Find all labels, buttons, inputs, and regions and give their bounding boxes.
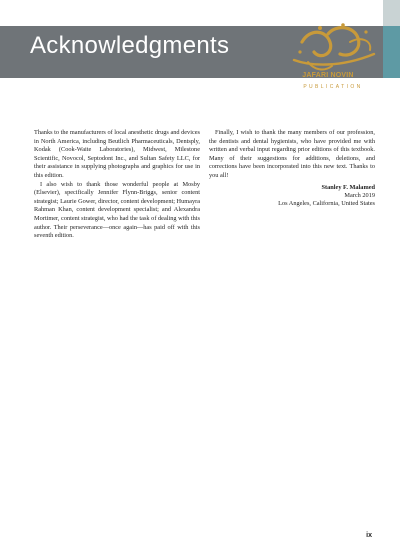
signature-location: Los Angeles, California, United States xyxy=(278,200,375,208)
page-number: ix xyxy=(366,532,372,539)
paragraph: I also wish to thank those wonderful people at Mosby (Elsevier), specifically Jennifer Flynn-Briggs, senior content strategist; Laurie Gower, director, content development; Humayra Rahman Khan, content development specialist; and Alexandra Mortimer, content strategist, who had the task of dealing with this author. Their perseverance—once again—has paid off with this seventh edition. xyxy=(34,180,200,240)
page-title: Acknowledgments xyxy=(30,32,230,59)
edge-tab-light xyxy=(383,0,400,26)
paragraph: Finally, I wish to thank the many members of our profession, the dentists and dental hygienists, who have provided me with written and verbal input regarding prior editions of this textbook. Many of their suggestions for additions, deletions, and corrections have been incorporated into this new text. Thanks to you all! xyxy=(209,129,375,179)
edge-tab-teal xyxy=(383,26,400,78)
left-column xyxy=(34,129,200,241)
signature-name: Stanley F. Malamed xyxy=(321,183,375,191)
signature-date: March 2019 xyxy=(344,191,375,199)
logo-subtitle: PUBLICATION xyxy=(303,84,363,90)
paragraph: Thanks to the manufacturers of local anesthetic drugs and devices in North America, including Beutlich Pharmaceuticals, Dentsply, Kodak (Cook-Waite Laboratories), Midwest, Milestone Scientific, Novocol, Septodont Inc., and Sultan Safety LLC, for their assistance in supplying photographs and graphics for use in this edition. xyxy=(34,129,200,179)
signature-block xyxy=(209,184,375,209)
logo-name: JAFARI NOVIN xyxy=(302,72,354,79)
right-column xyxy=(209,129,375,209)
